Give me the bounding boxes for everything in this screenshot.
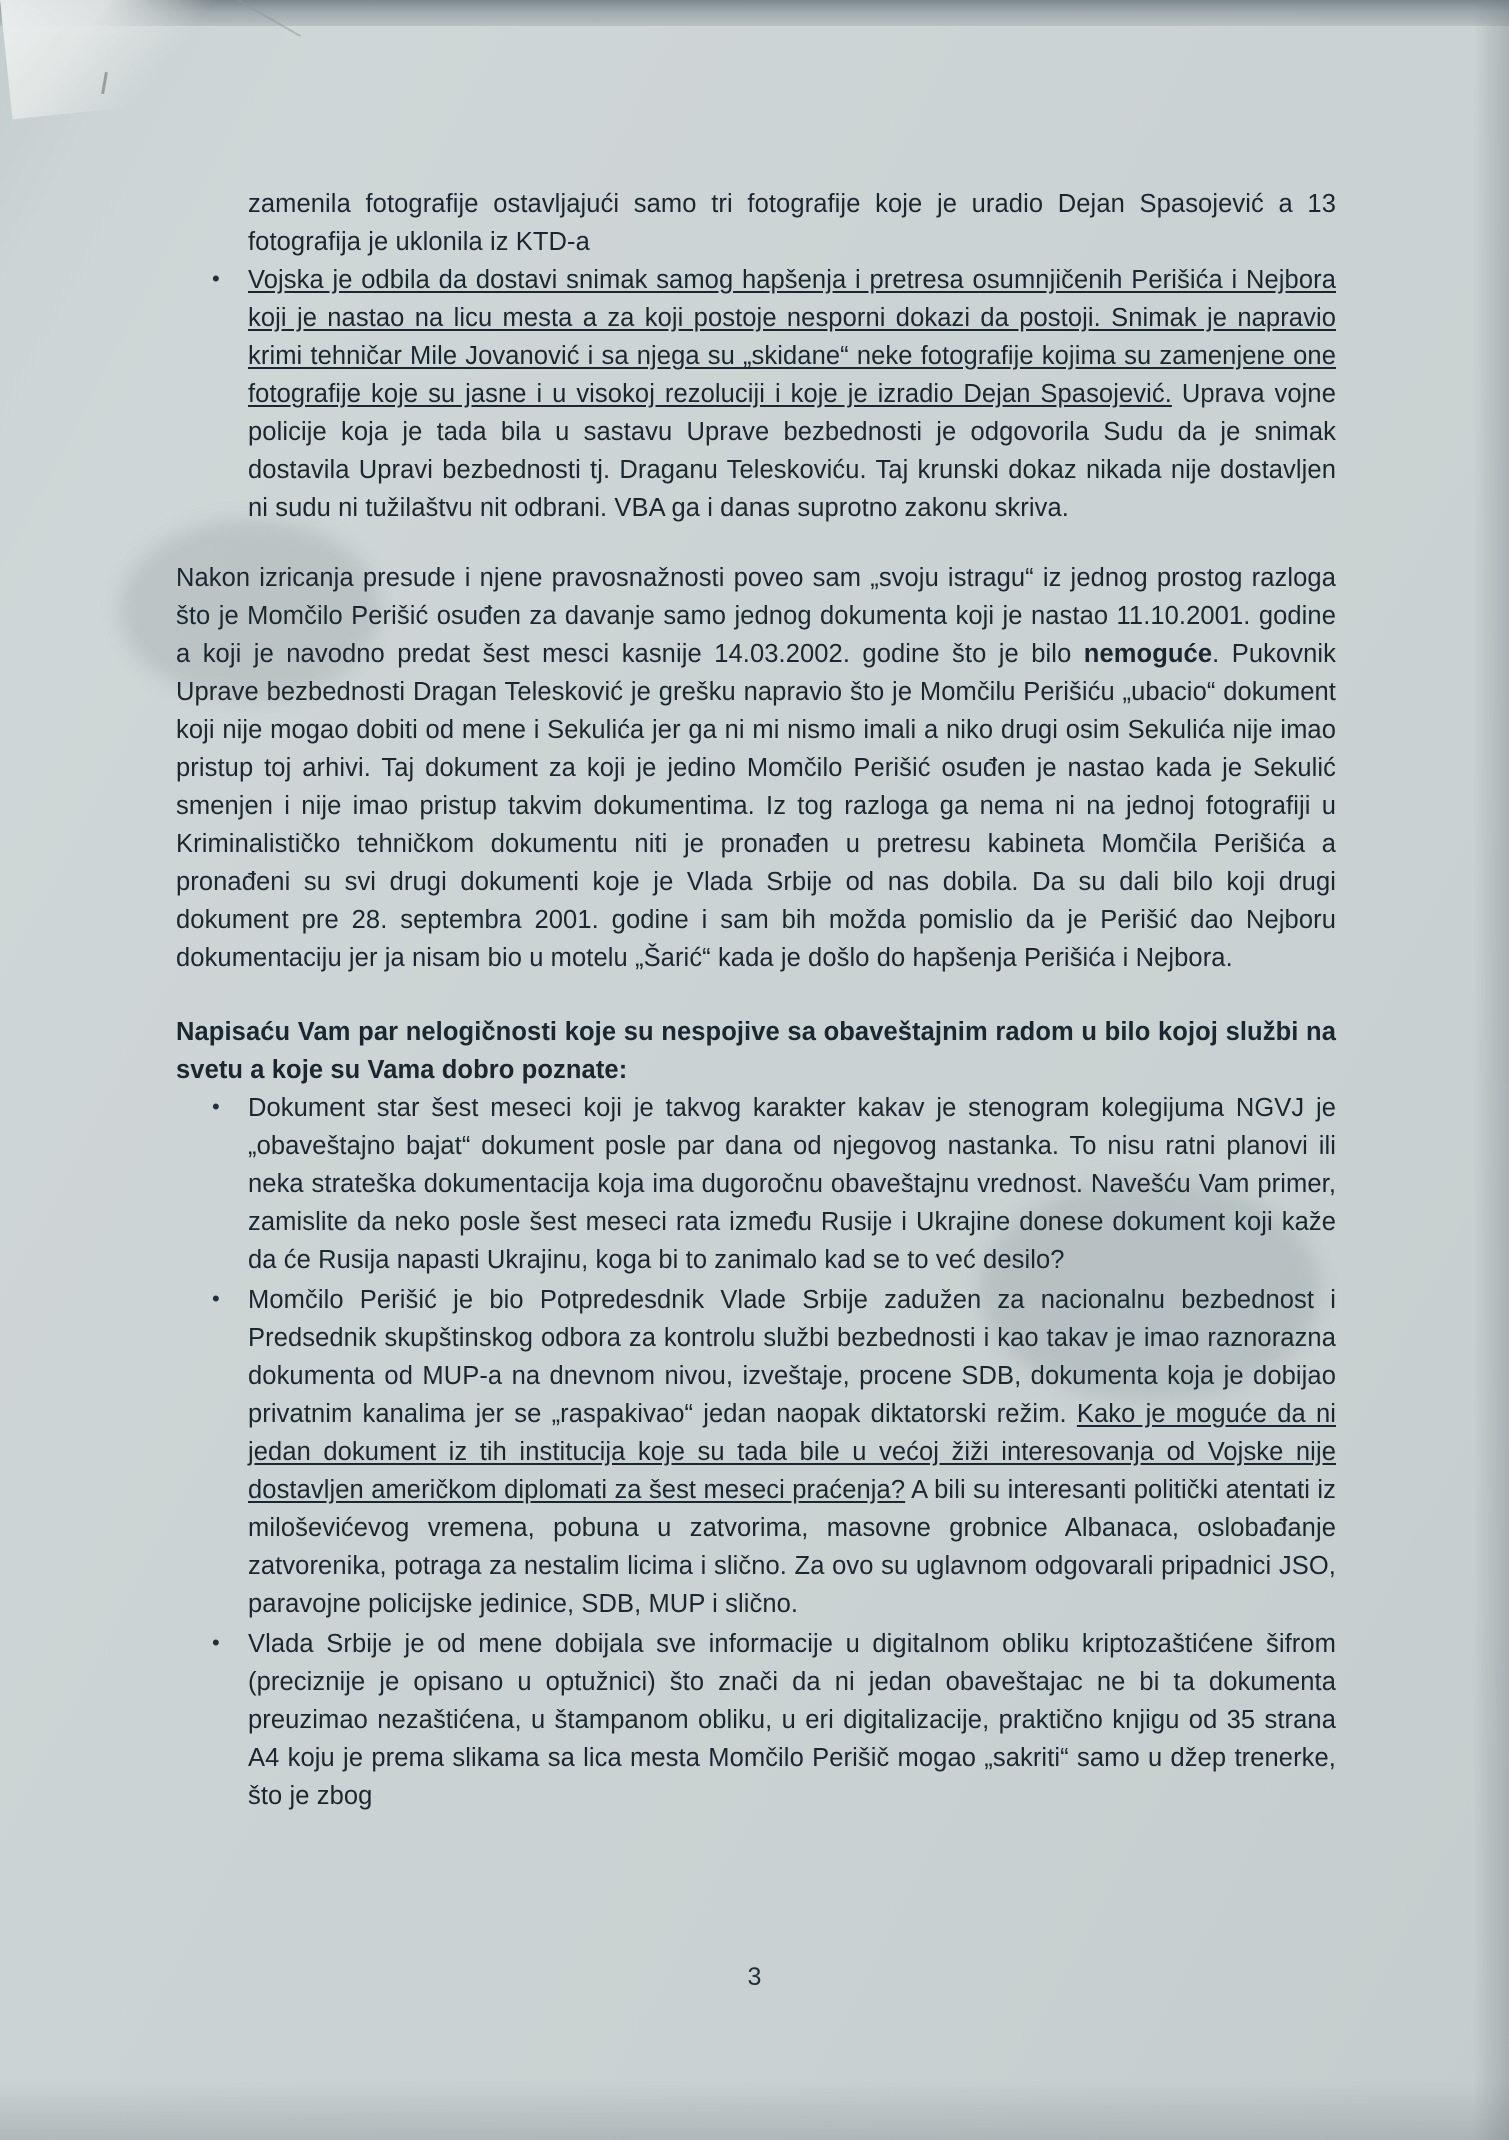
list-item	[248, 261, 1336, 527]
page-corner-fold	[0, 0, 231, 119]
section-heading-colon: :	[618, 1056, 628, 1084]
bullet-pre-text: Momčilo Perišić je bio Potpredesdnik Vlade Srbije zadužen za nacionalnu bezbednost i Predsednik skupštinskog odbora za kontrolu službi bezbednosti i kao takav je imao raznorazna dokumenta od MUP-a na dnevnom nivou, izveštaje, procene SDB, dokumenta koja je dobijao privatnim kanalima jer se „raspakivao“ jedan naopak diktatorski režim.	[248, 1286, 1336, 1428]
bullet-underlined-text: Kako je moguće da ni jedan dokument iz tih institucija koje su tada bile u većoj žiži interesovanja od Vojske nije dostavljen američkom diplomati za šest meseci praćenja?	[248, 1400, 1336, 1504]
section-heading-text: Napisaću Vam par nelogičnosti koje su nespojive sa obaveštajnim radom u bilo kojoj službi na svetu a koje su Vama dobro poznate	[176, 1018, 1336, 1084]
document-text-body	[176, 185, 1336, 1817]
list-item: • Vlada Srbije je od mene dobijala sve informacije u digitalnom obliku kriptozaštićene šifrom (preciznije je opisano u optužnici) što znači da ni jedan obaveštajac ne bi ta dokumenta preuzimao nezaštićena, u štampanom obliku, u eri digitalizacije, praktično knjigu od 35 strana A4 koju je prema slikama sa lica mesta Momčilo Perišič mogao „sakriti“ samo u džep trenerke, što je zbog	[248, 1625, 1336, 1815]
page-number: 3	[747, 1963, 762, 1991]
paragraph-segment-3: . Pukovnik Uprave bezbednosti Dragan Telesković je grešku napravio što je Momčilu Perišiću „ubacio“ dokument koji nije mogao dobiti od mene i Sekulića jer ga ni mi nismo imali a niko drugi osim Sekulića nije imao pristup toj arhivi. Taj dokument za koji je jedino Momčilo Perišić osuđen je nastao kada je Sekulić smenjen i nije imao pristup takvim dokumentima. Iz tog razloga ga nema ni na jednoj fotografiji u Kriminalističko tehničkom dokumentu niti je pronađen u pretresu kabineta Momčila Perišića a pronađeni su svi drugi dokumenti koje je Vlada Srbije od nas dobila. Da su dali bilo koji drugi dokument pre 28. septembra 2001. godine i sam bih možda pomislio da je Perišić dao Nejboru dokumentaciju jer ja nisam bio u motelu „Šarić“ kada je došlo do hapšenja Perišića i Nejbora.	[176, 640, 1336, 972]
bullet-plain-text: Uprava vojne policije koja je tada bila u sastavu Uprave bezbednosti je odgovorila Sudu da je snimak dostavila Upravi bezbednosti tj. Draganu Teleskoviću. Taj krunski dokaz nikada nije dostavljen ni sudu ni tužilaštvu nit odbrani. VBA ga i danas suprotno zakonu skriva.	[248, 380, 1336, 522]
paragraph-segment-bold: nemoguće	[1083, 640, 1213, 668]
bullet-list-second	[176, 1089, 1336, 1815]
bullet-underlined-text: Vojska je odbila da dostavi snimak samog hapšenja i pretresa osumnjičenih Perišića i Nejbora koji je nastao na licu mesta a za koji postoje nesporni dokazi da postoji. Snimak je napravio krimi tehničar Mile Jovanović i sa njega su „skidane“ neke fotografije kojima su zamenjene one fotografije koje su jasne i u visokoj rezoluciji i koje je izradio Dejan Spasojević.	[248, 266, 1336, 408]
list-item: • Dokument star šest meseci koji je takvog karakter kakav je stenogram kolegijuma NGVJ je „obaveštajno bajat“ dokument posle par dana od njegovog nastanka. To nisu ratni planovi ili neka strateška dokumentacija koja ima dugoročnu obaveštajnu vrednost. Navešću Vam primer, zamislite da neko posle šest meseci rata između Rusije i Ukrajine donese dokument koji kaže da će Rusija napasti Ukrajinu, koga bi to zanimalo kad se to već desilo?	[248, 1089, 1336, 1279]
page-right-shadow	[1473, 0, 1509, 2140]
bullet-list-first	[176, 261, 1336, 527]
scanner-edge-band	[0, 0, 1509, 26]
list-item	[248, 1281, 1336, 1623]
page-bottom-shadow	[0, 2080, 1509, 2140]
section-heading	[176, 1013, 1336, 1089]
paragraph-segment-1: Nakon izricanja presude i njene pravosnažnosti poveo sam „svoju istragu“ iz jednog prostog razloga što je Momčilo Perišić osuđen za davanje samo jednog dokumenta koji je nastao 11.10.2001. godine a koji je navodno predat šest mesci kasnije 14.03.2002. godine što je bilo	[176, 564, 1336, 668]
bullet-post-text: A bili su interesanti politički atentati iz miloševićevog vremena, pobuna u zatvorima, masovne grobnice Albanaca, oslobađanje zatvorenika, potraga za nestalim licima i slično. Za ovo su uglavnom odgovarali pripadnici JSO, paravojne policijske jedinice, SDB, MUP i slično.	[248, 1476, 1336, 1618]
paragraph-investigation	[176, 559, 1336, 977]
paragraph-continuation: zamenila fotografije ostavljajući samo tri fotografije koje je uradio Dejan Spasojević a 13 fotografija je uklonila iz KTD-a	[248, 190, 1336, 256]
